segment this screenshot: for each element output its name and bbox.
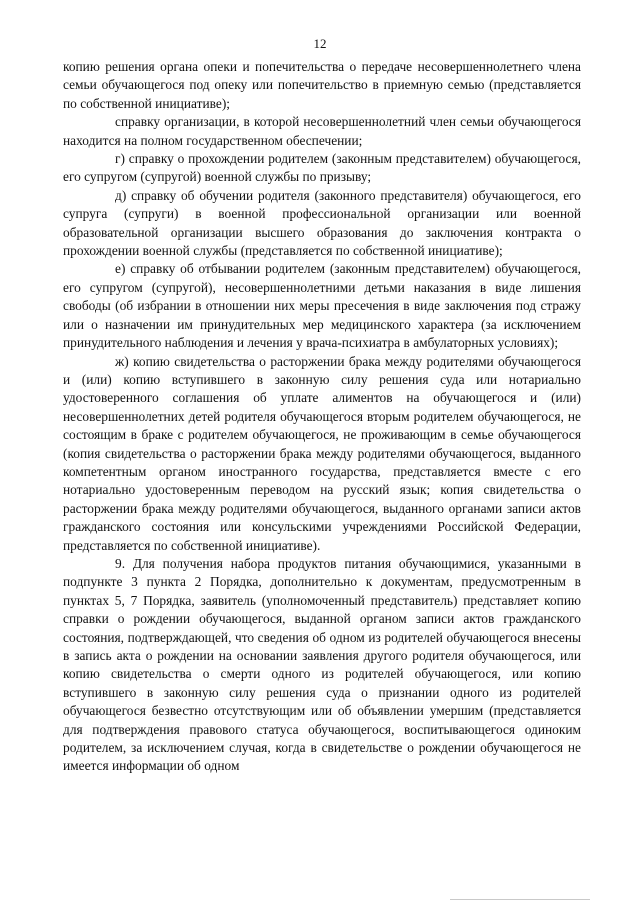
paragraph-item-d: д) справку об обучении родителя (законного представителя) обучающегося, его супруга (супруги) в военной профессиональной организации или военной образовательной организации высшего образования до заключения контракта о прохождении военной службы (представляется по собственной инициативе); bbox=[63, 187, 581, 259]
paragraph-item-zh: ж) копию свидетельства о расторжении брака между родителями обучающегося и (или) копию вступившего в законную силу решения суда или нотариально удостоверенного соглашения об уплате алиментов на обучающегося и (или) несовершеннолетних детей родителя обучающегося вторым родителем обучающегося, не состоящим в браке с родителем обучающегося, не проживающим в семье обучающегося (копия свидетельства о расторжении брака между родителями обучающегося, выданного компетентным органом иностранного государства, представляется вместе с его нотариально удостоверенным переводом на русский язык; копия свидетельства о расторжении брака между родителями обучающегося, выданного органами записи актов гражданского состояния или консульскими учреждениями Российской Федерации, представляется по собственной инициативе). bbox=[63, 353, 581, 553]
paragraph-item-g: г) справку о прохождении родителем (законным представителем) обучающегося, его супругом (супругой) военной службы по призыву; bbox=[63, 151, 581, 185]
paragraph: копию решения органа опеки и попечительства о передаче несовершеннолетнего члена семьи обучающегося под опеку или попечительство в приемную семью (представляется по собственной инициативе); bbox=[63, 59, 581, 111]
document-body bbox=[63, 58, 581, 776]
paragraph-section-9: 9. Для получения набора продуктов питания обучающимися, указанными в подпункте 3 пункта 2 Порядка, дополнительно к документам, предусмотренным в пунктах 5, 7 Порядка, заявитель (уполномоченный представитель) представляет копию справки о рождении обучающегося, выданной органом записи актов гражданского состояния, подтверждающей, что сведения об одном из родителей обучающегося внесены в запись акта о рождении на основании заявления другого родителя обучающегося, или копию свидетельства о смерти одного из родителей обучающегося, или копию вступившего в законную силу решения суда о признании одного из родителей обучающегося безвестно отсутствующим или об объявлении умершим (представляется для подтверждения правового статуса обучающегося, воспитывающегося одиноким родителем, за исключением случая, когда в свидетельстве о рождении обучающегося не имеется информации об одном bbox=[63, 555, 581, 774]
scan-edge-line bbox=[450, 899, 590, 900]
paragraph-item-e: е) справку об отбывании родителем (законным представителем) обучающегося, его супругом (супругой), несовершеннолетними детьми наказания в виде лишения свободы (об избрании в отношении них меры пресечения в виде заключения под стражу или о назначении им принудительных мер медицинского характера (за исключением принудительного наблюдения и лечения у врача-психиатра в амбулаторных условиях); bbox=[63, 261, 581, 351]
page-number: 12 bbox=[313, 36, 327, 51]
paragraph: справку организации, в которой несовершеннолетний член семьи обучающегося находится на полном государственном обеспечении; bbox=[63, 114, 581, 148]
